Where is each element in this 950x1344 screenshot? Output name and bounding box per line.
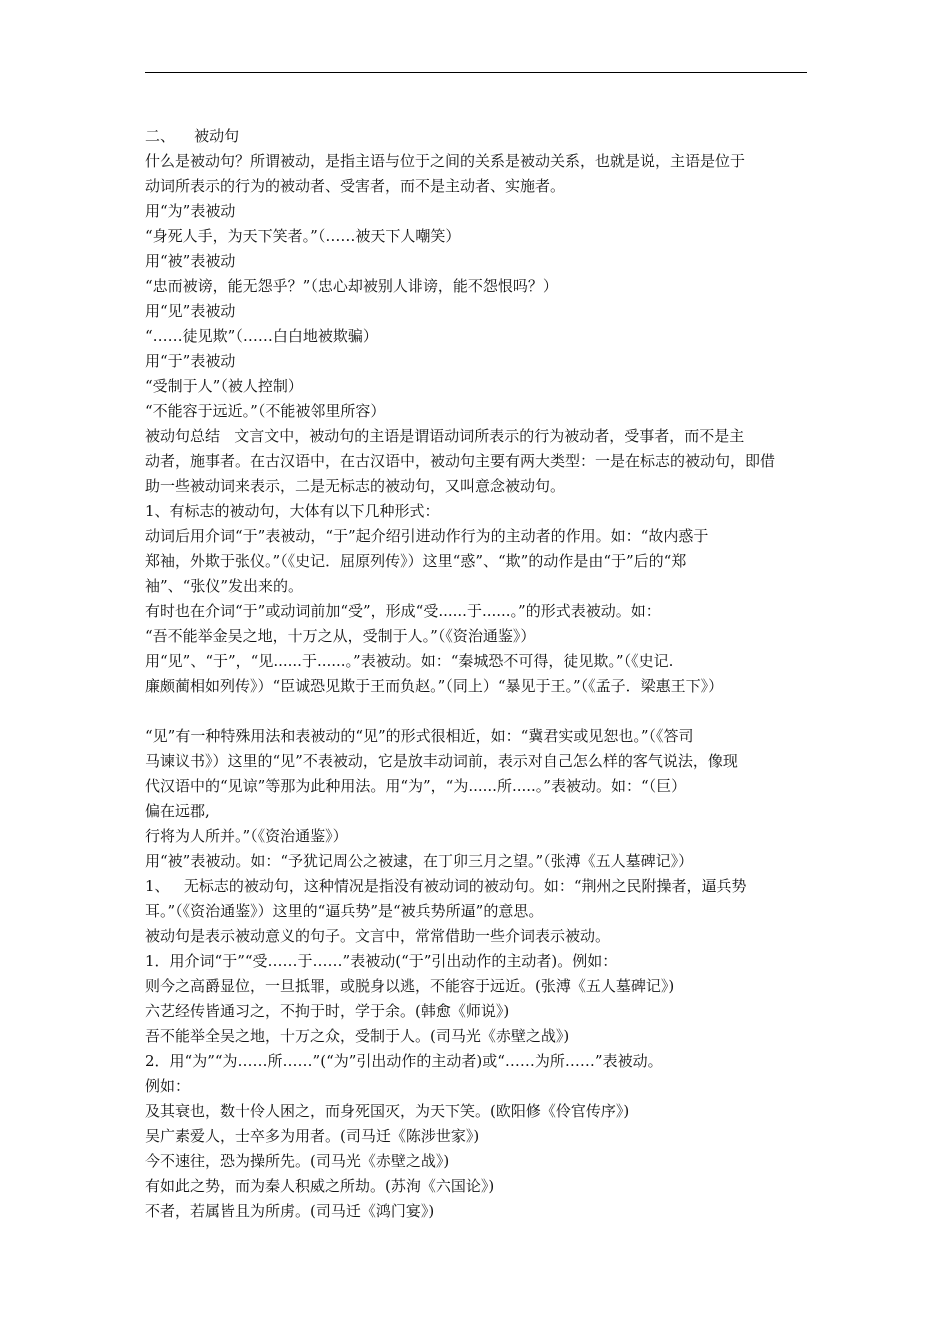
text-line: 用“见”、“于”，“见......于......。”表被动。如：“秦城恐不可得，徒见欺。”（《史记. [145,652,674,670]
text-line: 有时也在介词“于”或动词前加“受”，形成“受......于......。”的形式表被动。如： [145,602,661,620]
text-line: 用“为”表被动 [145,202,236,220]
text-line: 用“被”表被动。如：“予犹记周公之被逮，在丁卯三月之望。”（张溥《五人墓碑记》） [145,852,694,870]
text-line: 被动句总结 文言文中，被动句的主语是谓语动词所表示的行为被动者，受事者，而不是主 [145,427,745,445]
text-line: 则今之高爵显位，一旦抵罪，或脱身以逃，不能容于远近。(张溥《五人墓碑记》) [145,977,675,995]
text-line: 行将为人所并。”（《资治通鉴》） [145,827,348,845]
text-line: “见”有一种特殊用法和表被动的“见”的形式很相近，如：“冀君实或见恕也。”（《答司 [145,727,694,745]
text-line: 吾不能举全吴之地，十万之众，受制于人。(司马光《赤壁之战》) [145,1027,570,1045]
text-line: 吴广素爱人，士卒多为用者。(司马迁《陈涉世家》) [145,1127,480,1145]
text-line: “……徒见欺”（……白白地被欺骗） [145,327,378,345]
text-line: 1．用介词“于”“受……于……”表被动(“于”引出动作的主动者)。例如： [145,952,618,970]
text-line: 廉颇蔺相如列传》）“臣诚恐见欺于王而负赵。”（同上）“暴见于王。”（《孟子．梁惠王下》） [145,677,724,695]
text-line: 用“于”表被动 [145,352,236,370]
text-line: 六艺经传皆通习之，不拘于时，学于余。(韩愈《师说》) [145,1002,510,1020]
text-line: 马谏议书》）这里的“见”不表被动，它是放丰动词前，表示对自己怎么样的客气说法，像现 [145,752,738,770]
text-line: 耳。”（《资治通鉴》）这里的“逼兵势”是“被兵势所逼”的意思。 [145,902,544,920]
text-line: 什么是被动句？所谓被动，是指主语与位于之间的关系是被动关系，也就是说，主语是位于 [145,152,746,170]
text-line: 2．用“为”“为……所……”(“为”引出动作的主动者)或“……为所……”表被动。 [145,1052,663,1070]
text-line: 及其衰也，数十伶人困之，而身死国灭，为天下笑。(欧阳修《伶官传序》) [145,1102,630,1120]
text-line: 例如： [145,1077,191,1095]
text-line [145,699,810,724]
text-line: 动词所表示的行为的被动者、受害者，而不是主动者、实施者。 [145,177,566,195]
text-line: 被动句是表示被动意义的句子。文言中，常常借助一些介词表示被动。 [145,927,611,945]
text-line: 用“见”表被动 [145,302,236,320]
text-line: 用“被”表被动 [145,252,236,270]
text-line: “不能容于远近。”（不能被邻里所容） [145,402,386,420]
section-heading: 二、 被动句 [145,127,240,145]
text-line: 郑袖，外欺于张仪。”（《史记．屈原列传》）这里“惑”、“欺”的动作是由“于”后的“郑 [145,552,687,570]
text-line: 1、 无标志的被动句，这种情况是指没有被动词的被动句。如：“荆州之民附操者，逼兵势 [145,877,747,895]
text-line: 1、有标志的被动句，大体有以下几种形式： [145,502,440,520]
text-line: 有如此之势，而为秦人积威之所劫。(苏洵《六国论》) [145,1177,495,1195]
text-line: 助一些被动词来表示，二是无标志的被动句，又叫意念被动句。 [145,477,566,495]
text-line: “身死人手，为天下笑者。”（……被天下人嘲笑） [145,227,461,245]
text-line: 偏在远郡, [145,802,210,820]
text-line: “忠而被谤，能无怨乎？”（忠心却被别人诽谤，能不怨恨吗？） [145,277,558,295]
text-line: 动者，施事者。在古汉语中，在古汉语中，被动句主要有两大类型：一是在标志的被动句，即借 [145,452,776,470]
header-rule [145,72,807,73]
text-line: “吾不能举金吴之地，十万之从，受制于人。”（《资治通鉴》） [145,627,536,645]
text-line: 今不速往，恐为操所先。(司马光《赤壁之战》) [145,1152,450,1170]
text-line: 代汉语中的“见谅”等那为此种用法。用“为”，“为......所.....。”表被动。如：“（巨） [145,777,687,795]
text-line: 动词后用介词“于”表被动，“于”起介绍引进动作行为的主动者的作用。如：“故内惑于 [145,527,709,545]
document-body [145,124,810,1224]
text-line: 不者，若属皆且为所虏。(司马迁《鸿门宴》) [145,1202,435,1220]
text-line: “受制于人”（被人控制） [145,377,303,395]
text-line: 袖”、“张仪”发出来的。 [145,577,304,595]
